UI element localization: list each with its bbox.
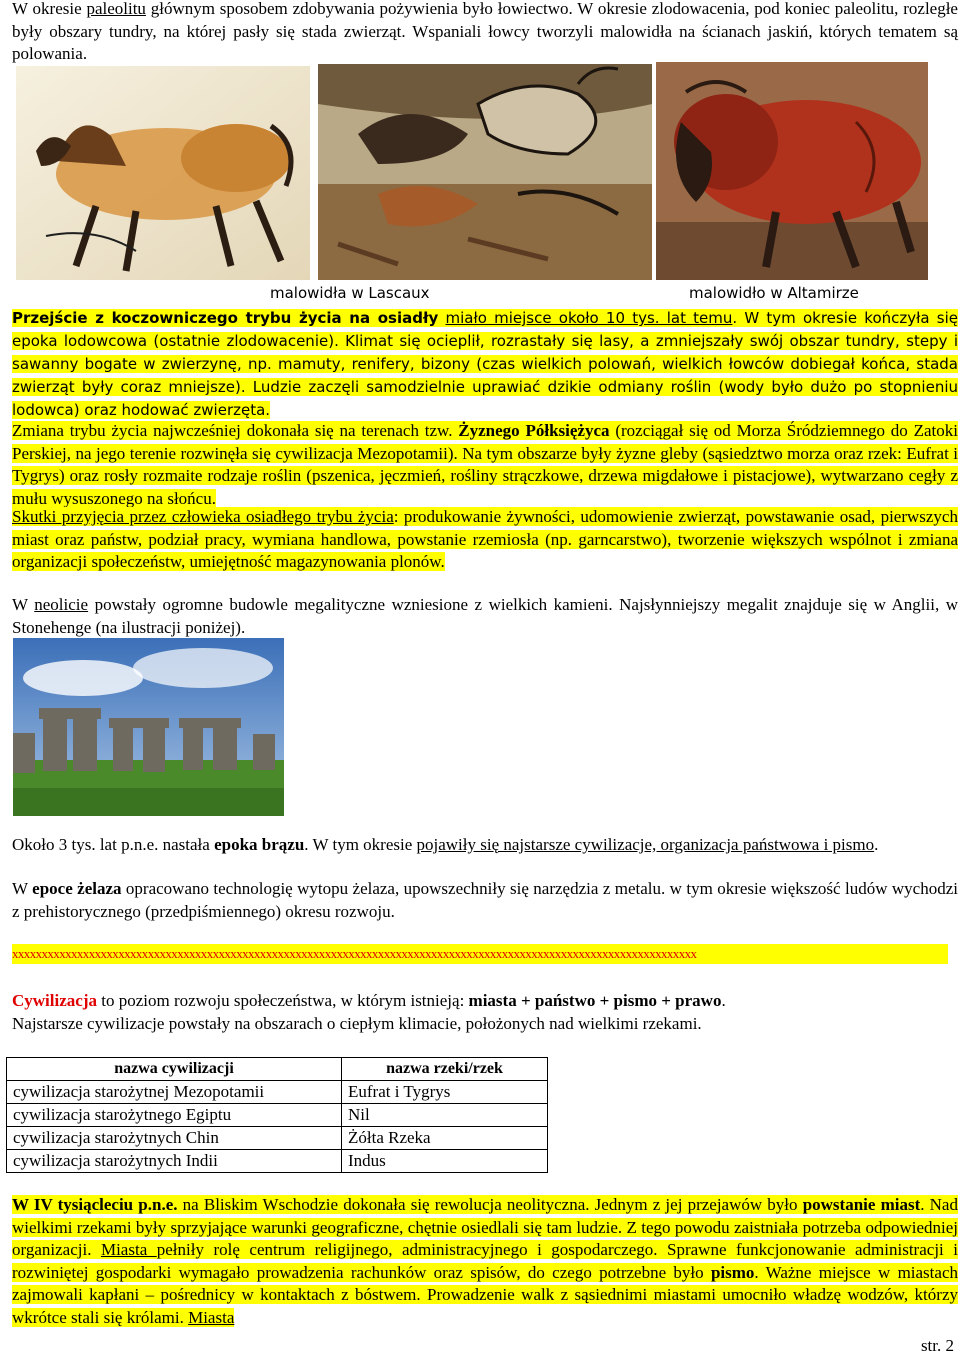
effects-paragraph	[12, 506, 958, 574]
settled-text: . W tym okresie kończyła się epoka lodowcowa (ostatnie zlodowacenie). Klimat się ocieplił, rozrastały się lasy, a zmniejszały swój obszar tundry, stepy i sawanny bogate w zwierzynę, np. mamuty, renifery, bizony (czas wielkich polowań, wielkich łowców dobiegał końca, stada zwierząt były coraz mniejsze). Ludzie zaczęli samodzielnie uprawiać dzikie odmiany roślin (wody było dużo po stopnieniu lodowca) oraz hodować zwierzęta.	[12, 309, 958, 419]
settled-paragraph	[12, 307, 958, 422]
neolith-paragraph: W neolicie powstały ogromne budowle megalityczne wzniesione z wielkich kamieni. Najsłynniejszy megalit znajduje się w Anglii, w Stonehenge (na ilustracji poniżej).	[12, 595, 958, 637]
civilization-cell: cywilizacja starożytnej Mezopotamii	[7, 1081, 342, 1104]
crescent-paragraph	[12, 420, 958, 510]
table-row	[7, 1150, 548, 1173]
cities-date: W IV tysiącleciu p.n.e.	[12, 1195, 178, 1214]
column-header-river: nazwa rzeki/rzek	[342, 1058, 548, 1081]
intro-paragraph	[12, 0, 958, 66]
civilization-definition: Cywilizacja to poziom rozwoju społeczeństwa, w którym istnieją: miasta + państwo + pismo + prawo.	[12, 991, 726, 1010]
separator-line: xxxxxxxxxxxxxxxxxxxxxxxxxxxxxxxxxxxxxxxxxxxxxxxxxxxxxxxxxxxxxxxxxxxxxxxxxxxxxxxxxxxxxxxxxxxxxxxxxxxxxxxxxxxxxxxxxxxx	[12, 944, 948, 964]
table-row	[7, 1104, 548, 1127]
intro-text: W okresie	[12, 0, 87, 18]
column-header-civilization: nazwa cywilizacji	[7, 1058, 342, 1081]
cities-term: powstanie miast	[802, 1195, 921, 1214]
crescent-text-c: (rozciągał się od Morza Śródziemnego do Zatoki Perskiej, na jego terenie rozwinęła się cywilizacja Mezopotamii). Na tym obszarze były żyzne gleby (sąsiedztwo morza oraz rzek: Eufrat i Tygrys) oraz rosły rozmaite rodzaje roślin (pszenica, jęczmień, rośliny strączkowe, drzewa migdałowe i pistacjowe), wytwarzano cegły z mułu wysuszonego na słońcu.	[12, 421, 959, 508]
civilization-note: Najstarsze cywilizacje powstały na obszarach o ciepłym klimacie, położonych nad wielkimi rzekami.	[12, 1014, 702, 1033]
table-row	[7, 1081, 548, 1104]
altamira-bison-image	[656, 62, 928, 280]
table-row	[7, 1127, 548, 1150]
iron-paragraph: W epoce żelaza opracowano technologię wytopu żelaza, upowszechniły się narzędzia z metalu. w tym okresie większość ludów wychodzi z prehistorycznego (przedpiśmiennego) okresu rozwoju.	[12, 879, 958, 921]
civilization-cell: cywilizacja starożytnego Egiptu	[7, 1104, 342, 1127]
fertile-crescent-term: Żyznego Półksiężyca	[458, 421, 610, 440]
altamira-caption: malowidło w Altamirze	[689, 284, 859, 302]
civilization-cell: cywilizacja starożytnych Indii	[7, 1150, 342, 1173]
neolit-link: neolicie	[34, 595, 89, 614]
neolith-text: powstały ogromne budowle megalityczne wzniesione z wielkich kamieni. Najsłynniejszy megalit znajduje się w Anglii, w Stonehenge (na ilustracji poniżej).	[12, 595, 958, 637]
civilizations-table	[6, 1057, 548, 1173]
civilization-cell: cywilizacja starożytnych Chin	[7, 1127, 342, 1150]
lascaux-horse-image	[16, 66, 310, 280]
stonehenge-image	[13, 638, 284, 816]
effects-heading: Skutki przyjęcia przez człowieka osiadłego trybu życia	[12, 507, 394, 526]
paleolit-link: paleolitu	[86, 0, 146, 18]
river-cell: Nil	[342, 1104, 548, 1127]
table-header-row	[7, 1058, 548, 1081]
bronze-age-term: epoka brązu	[214, 835, 305, 854]
lascaux-hall-image	[318, 64, 652, 280]
civilization-term: Cywilizacja	[12, 991, 97, 1010]
effects-text: : produkowanie żywności, udomowienie zwierząt, powstawanie osad, pierwszych miast oraz państw, podział pracy, wymiana handlowa, powstanie rzemiosła (np. garncarstwo), tworzenie większych wspólnot i zmiana organizacji społeczeństw, umiejętność magazynowania plonów.	[12, 507, 958, 571]
page-number: str. 2	[920, 1336, 954, 1355]
intro-text-rest: głównym sposobem zdobywania pożywienia było łowiectwo. W okresie zlodowacenia, pod koniec paleolitu, rozległe były obszary tundry, na której pasły się stada zwierząt. Wspaniali łowcy tworzyli malowidła na ścianach jaskiń, których tematem są polowania.	[12, 0, 958, 63]
bronze-paragraph: Około 3 tys. lat p.n.e. nastała epoka brązu. W tym okresie pojawiły się najstarsze cywilizacje, organizacja państwowa i pismo.	[12, 835, 879, 854]
cities-underline: Miasta	[100, 1240, 157, 1259]
cities-paragraph: W IV tysiącleciu p.n.e. na Bliskim Wschodzie dokonała się rewolucja neolityczna. Jednym z jej przejawów było powstanie miast. Nad wielkimi rzekami były sprzyjające warunki geograficzne, chętnie osiedlali się tam ludzie. Z tego powodu zaistniała potrzeba odpowiedniej organizacji. Miasta pełniły rolę centrum religijnego, administracyjnego i gospodarczego. Sprawne funkcjonowanie administracji i rozwiniętej gospodarki wymagało prowadzenia rachunków oraz spisów, do czego potrzebne było pismo. Ważne miejsce w miastach zajmowali kapłani – pośrednicy w kontaktach z bóstwem. Prowadzenie walk z sąsiednimi miastami umocniło władzę wodzów, którzy wkrótce stali się królami. Miasta	[12, 1195, 958, 1327]
civilization-elements: miasta + państwo + pismo + prawo	[468, 991, 722, 1010]
settled-heading: Przejście z koczowniczego trybu życia na osiadły	[12, 309, 439, 327]
iron-age-term: epoce żelaza	[32, 879, 122, 898]
river-cell: Eufrat i Tygrys	[342, 1081, 548, 1104]
crescent-text-a: Zmiana trybu życia najwcześniej dokonała się na terenach tzw.	[12, 421, 459, 440]
cities-underline-end: Miasta	[188, 1307, 235, 1327]
river-cell: Żółta Rzeka	[342, 1127, 548, 1150]
bronze-highlight: pojawiły się najstarsze cywilizacje, organizacja państwowa i pismo	[416, 835, 875, 854]
lascaux-caption: malowidła w Lascaux	[270, 284, 430, 302]
writing-term: pismo	[710, 1262, 755, 1282]
settled-date: miało miejsce około 10 tys. lat temu	[445, 309, 733, 327]
iron-text: opracowano technologię wytopu żelaza, upowszechniły się narzędzia z metalu. w tym okresie większość ludów wychodzi z prehistorycznego (przedpiśmiennego) okresu rozwoju.	[12, 879, 958, 921]
river-cell: Indus	[342, 1150, 548, 1173]
